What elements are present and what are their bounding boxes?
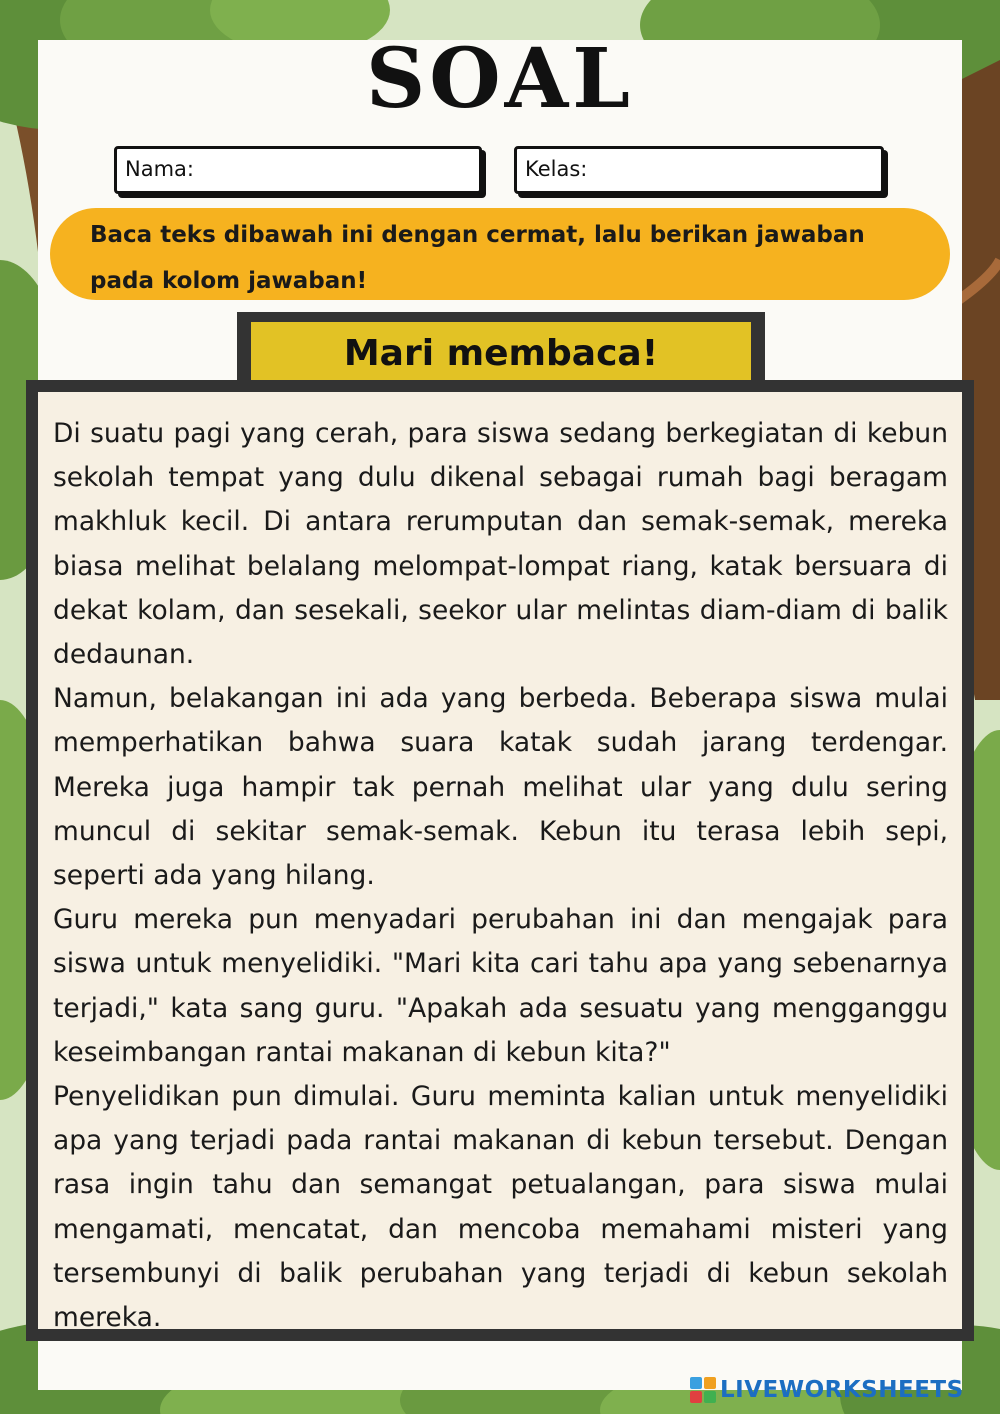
reading-paragraph-2: Namun, belakangan ini ada yang berbeda. Beberapa siswa mulai memperhatikan bahwa suara katak sudah jarang terdengar. Mereka juga hampir tak pernah melihat ular yang dulu sering muncul di sekitar semak-semak. Kebun itu terasa lebih sepi, seperti ada yang hilang. bbox=[53, 683, 948, 892]
reading-paragraph-1: Di suatu pagi yang cerah, para siswa sedang berkegiatan di kebun sekolah tempat yang dulu dikenal sebagai rumah bagi beragam makhluk kecil. Di antara rerumputan dan semak-semak, mereka biasa melihat belalang melompat-lompat riang, katak bersuara di dekat kolam, dan sesekali, seekor ular melintas diam-diam di balik dedaunan. bbox=[53, 418, 948, 671]
reading-paragraph-3: Guru mereka pun menyadari perubahan ini dan mengajak para siswa untuk menyelidiki. "Mari kita cari tahu apa yang sebenarnya terjadi," kata sang guru. "Apakah ada sesuatu yang mengganggu keseimbangan rantai makanan di kebun kita?" bbox=[53, 904, 948, 1068]
name-label: Nama: bbox=[125, 157, 194, 181]
reading-heading-tab bbox=[237, 312, 765, 388]
reading-paragraph-4: Penyelidikan pun dimulai. Guru meminta kalian untuk menyelidiki apa yang terjadi pada rantai makanan di kebun tersebut. Dengan rasa ingin tahu dan semangat petualangan, para siswa mulai mengamati, mencatat, dan mencoba memahami misteri yang tersembunyi di balik perubahan yang terjadi di kebun sekolah mereka. bbox=[53, 1081, 948, 1334]
instruction-banner bbox=[50, 208, 950, 300]
class-label: Kelas: bbox=[525, 157, 588, 181]
liveworksheets-icon bbox=[690, 1377, 716, 1403]
instruction-line-2: pada kolom jawaban! bbox=[90, 268, 368, 294]
reading-text bbox=[38, 392, 962, 1334]
class-field[interactable] bbox=[514, 146, 884, 194]
instruction-line-1: Baca teks dibawah ini dengan cermat, lalu berikan jawaban bbox=[90, 222, 865, 248]
name-field[interactable] bbox=[114, 146, 482, 194]
reading-panel bbox=[26, 380, 974, 1341]
liveworksheets-logo[interactable] bbox=[690, 1372, 964, 1408]
brand-text: LIVEWORKSHEETS bbox=[720, 1377, 964, 1403]
page-title: SOAL bbox=[366, 31, 634, 127]
reading-heading: Mari membaca! bbox=[251, 322, 751, 388]
